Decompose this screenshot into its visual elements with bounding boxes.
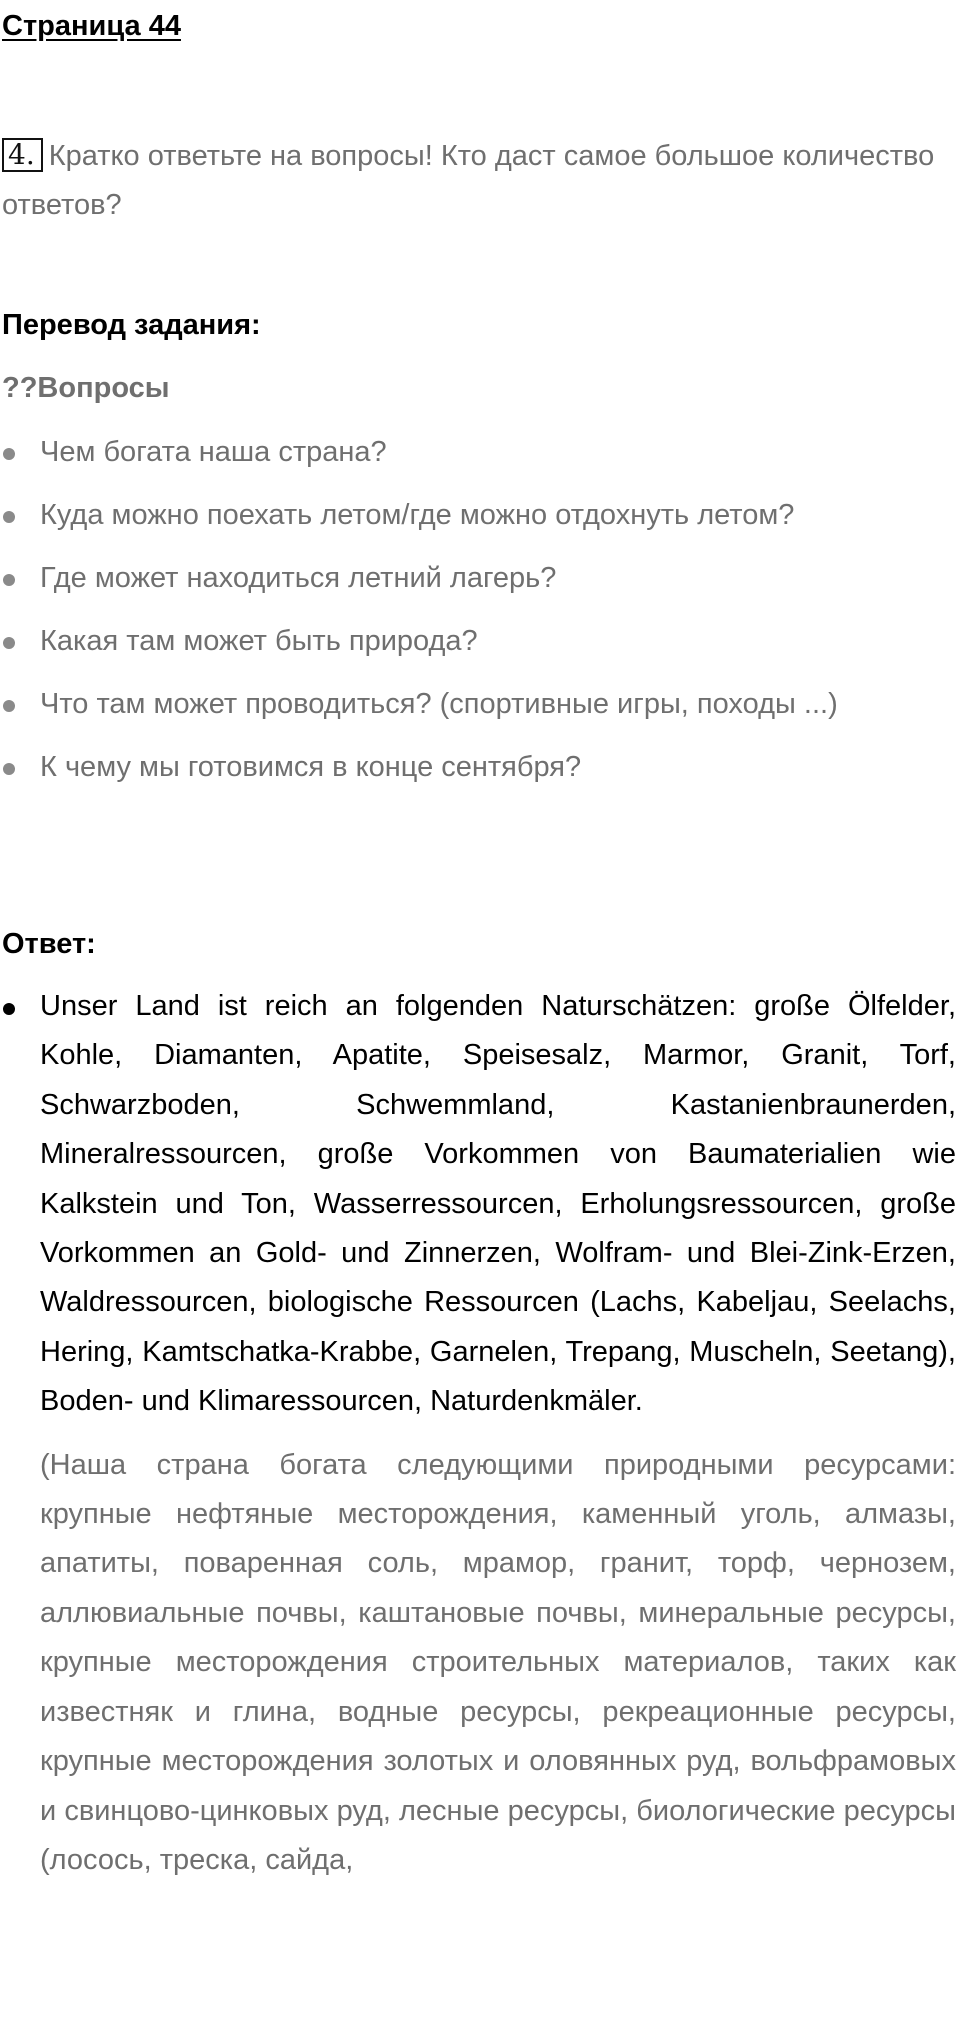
task-number: 4.: [2, 138, 43, 172]
page-title: Страница 44: [2, 10, 181, 42]
list-item: [2, 428, 956, 477]
answer-heading: Ответ:: [2, 928, 96, 960]
task-statement: [2, 132, 956, 230]
questions-title: ??Вопросы: [2, 372, 170, 404]
list-item: [2, 743, 956, 792]
list-item: [2, 617, 956, 666]
question-text: Какая там может быть природа?: [40, 625, 478, 657]
question-text: Чем богата наша страна?: [40, 436, 387, 468]
bullet-icon: [3, 763, 15, 775]
bullet-icon: [3, 511, 15, 523]
bullet-icon: [3, 700, 15, 712]
bullet-icon: [3, 448, 15, 460]
bullet-icon: [3, 1003, 15, 1015]
question-text: Где может находиться летний лагерь?: [40, 562, 557, 594]
task-text: Кратко ответьте на вопросы! Кто даст самое большое количество ответов?: [2, 140, 935, 221]
bullet-icon: [3, 637, 15, 649]
bullet-icon: [3, 574, 15, 586]
list-item: [2, 982, 956, 1427]
list-item: [2, 680, 956, 729]
question-text: К чему мы готовимся в конце сентября?: [40, 751, 582, 783]
german-answer-text: Unser Land ist reich an folgenden Naturschätzen: große Ölfelder, Kohle, Diamanten, Apatite, Speisesalz, Marmor, Granit, Torf, Schwarzboden, Schwemmland, Kastanienbraunerden, Mineralressourcen, große Vorkommen von Baumaterialien wie Kalkstein und Ton, Wasserressourcen, Erholungsressourcen, große Vorkommen an Gold- und Zinnerzen, Wolfram- und Blei-Zink-Erzen, Waldressourcen, biologische Ressourcen (Lachs, Kabeljau, Seelachs, Hering, Kamtschatka-Krabbe, Garnelen, Trepang, Muscheln, Seetang), Boden- und Klimaressourcen, Naturdenkmäler.: [40, 990, 956, 1418]
russian-translation-text: (Наша страна богата следующими природными ресурсами: крупные нефтяные месторождения, каменный уголь, алмазы, апатиты, поваренная соль, мрамор, гранит, торф, чернозем, аллювиальные почвы, каштановые почвы, минеральные ресурсы, крупные месторождения строительных материалов, таких как известняк и глина, водные ресурсы, рекреационные ресурсы, крупные месторождения золотых и оловянных руд, вольфрамовых и свинцово-цинковых руд, лесные ресурсы, биологические ресурсы (лосось, треска, сайда,: [40, 1448, 956, 1876]
answer-block: [2, 982, 956, 1885]
list-item: [2, 554, 956, 603]
question-text: Что там может проводиться? (спортивные игры, походы ...): [40, 688, 838, 720]
translation-heading: Перевод задания:: [2, 309, 261, 341]
question-text: Куда можно поехать летом/где можно отдохнуть летом?: [40, 499, 795, 531]
questions-list: [2, 428, 956, 806]
list-item: [2, 491, 956, 540]
